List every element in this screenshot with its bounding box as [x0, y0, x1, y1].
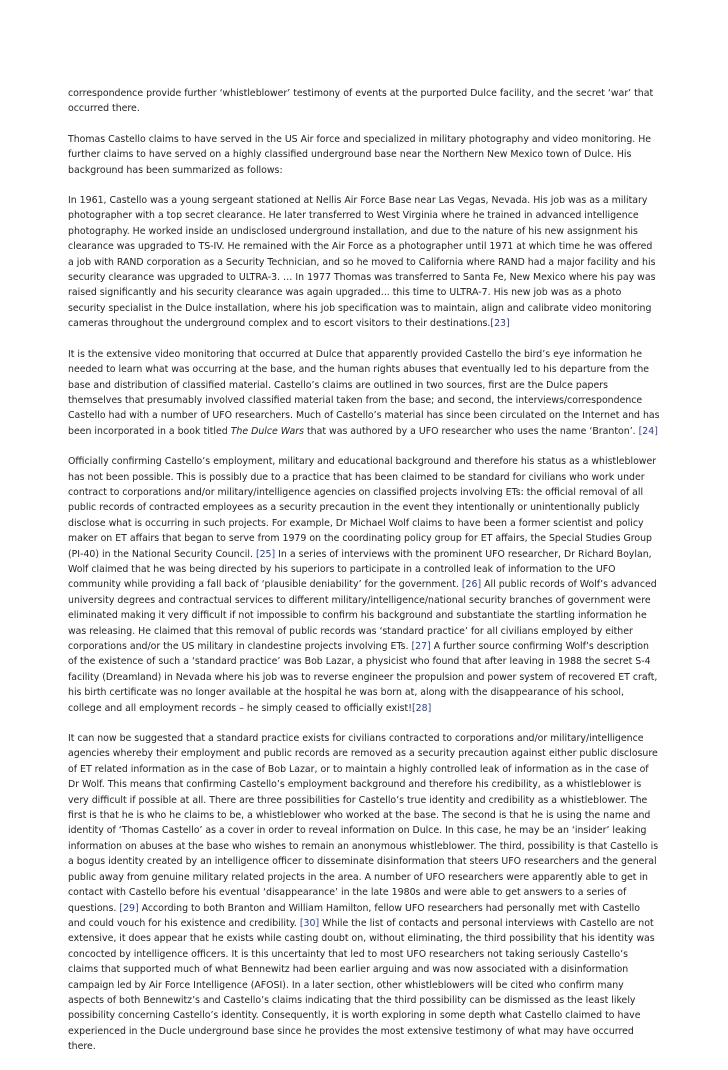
paragraph-text: In 1961, Castello was a young sergeant stationed at Nellis Air Force Base near Las Vegas, Nevada. His job was as a military photographer with a top secret clearance. He later transferred to West Virginia where he trained in advanced intelligence photography. He worked inside an undisclosed underground installation, and due to the nature of his new assignment his clearance was upgraded to TS-IV. He remained with the Air Force as a photographer until 1971 at which time he was offered a job with RAND corporation as a Security Technician, and so he moved to California where RAND had a major facility and his security clearance was upgraded to ULTRA-3. … In 1977 Thomas was transferred to Santa Fe, New Mexico where his pay was raised significantly and his security clearance was again upgraded... this time to ULTRA-7. His new job was as a photo security specialist in the Dulce installation, where his job specification was to maintain, align and calibrate video monitoring cameras throughout the underground complex and to escort visitors to their destinations. [68, 195, 656, 330]
paragraph-text: correspondence provide further ‘whistleblower’ testimony of events at the purported Dulce facility, and the secret ‘war’ that occurred there. [68, 88, 654, 115]
paragraph-text: All public records of Wolf’s advanced university degrees and contractual services to different military/intelligence/national security branches of government were eliminated making it very difficult if not impossible to confirm his background and substantiate the startling information he was releasing. He claimed that this removal of public records was ‘standard practice’ for all civilians employed by either corporations and/or the US military in clandestine projects involving ETs. [68, 579, 657, 652]
paragraph [68, 347, 660, 439]
footnote-reference-link[interactable]: [30] [299, 917, 320, 929]
paragraph [68, 193, 660, 332]
paragraph-text: According to both Branton and William Hamilton, fellow UFO researchers had personally met with Castello and could vouch for his existence and credibility. [68, 902, 640, 929]
paragraph-text: It can now be suggested that a standard practice exists for civilians contracted to corporations and/or military/intelligence agencies whereby their employment and public records are removed as a security precaution against either public disclosure of ET related information as in the case of Bob Lazar, or to maintain a highly controlled leak of information as in the case of Dr Wolf. This means that confirming Castello’s employment background and therefore his credibility, as a whistleblower is very difficult if possible at all. There are three possibilities for Castello’s true identity and credibility as a whistleblower. The first is that he is who he claims to be, a whistleblower who worked at the base. The second is that he is using the name and identity of ‘Thomas Castello’ as a cover in order to reveal information on Dulce. In this case, he may be an ‘insider’ leaking information on abuses at the base who wishes to remain an anonymous whistleblower. The third, possibility is that Castello is a bogus identity created by an intelligence officer to disseminate disinformation that steers UFO researchers and the general public away from genuine military related projects in the area. A number of UFO researchers were apparently able to get in contact with Castello before his eventual ‘disappearance’ in the late 1980s and were able to get answers to a series of questions. [68, 733, 659, 914]
paragraph-text: that was authored by a UFO researcher who uses the name ‘Branton’. [304, 425, 639, 437]
paragraph [68, 132, 660, 178]
footnote-reference-link[interactable]: [27] [411, 641, 431, 652]
footnote-reference-link[interactable]: [28] [412, 702, 432, 714]
paragraph [68, 454, 660, 716]
paragraph-text: Thomas Castello claims to have served in the US Air force and specialized in military photography and video monitoring. He further claims to have served on a highly classified underground base near the Northern New Mexico town of Dulce. His background has been summarized as follows: [68, 133, 652, 176]
footnote-reference-link[interactable]: [26] [461, 579, 482, 591]
paragraph-text: A further source confirming Wolf’s description of the existence of such a ‘standard practice’ was Bob Lazar, a physicist who found that after leaving in 1988 the secret S-4 facility (Dreamland) in Nevada where his job was to reverse engineer the propulsion and power system of recovered ET craft, his birth certificate was no longer available at the hospital he was born at, along with the disappearance of his school, college and all employment records – he simply ceased to officially exist! [68, 641, 658, 714]
paragraph-text: It is the extensive video monitoring that occurred at Dulce that apparently provided Castello the bird’s eye information he needed to learn what was occurring at the base, and the human rights abuses that eventually led to his departure from the base and distribution of classified material. Castello’s claims are outlined in two sources, first are the Dulce papers themselves that presumably involved classified material taken from the base; and second, the interviews/correspondence Castello had with a number of UFO researchers. Much of Castello’s material has since been circulated on the Internet and has been incorporated in a book titled [68, 348, 660, 437]
footnote-reference-link[interactable]: [25] [255, 548, 276, 560]
document-page [68, 86, 660, 1070]
paragraph [68, 731, 660, 1055]
book-title: The Dulce Wars [230, 425, 305, 437]
footnote-reference-link[interactable]: [24] [638, 425, 658, 437]
paragraph-text: While the list of contacts and personal interviews with Castello are not extensive, it does appear that he exists while casting doubt on, without eliminating, the third possibility that his identity was concocted by intelligence officers. It is this uncertainty that led to most UFO researchers not taking seriously Castello’s claims that supported much of what Bennewitz had been earlier arguing and was now associated with a disinformation campaign led by Air Force Intelligence (AFOSI). In a later section, other whistleblowers will be cited who confirm many aspects of both Bennewitz’s and Castello’s claims indicating that the third possibility can be dismissed as the least likely possibility concerning Castello’s identity. Consequently, it is worth exploring in some depth what Castello claimed to have experienced in the Ducle underground base since he provides the most extensive testimony of what may have occurred there. [68, 917, 655, 1053]
paragraph-text: In a series of interviews with the prominent UFO researcher, Dr Richard Boylan, Wolf claimed that he was being directed by his superiors to participate in a controlled leak of information to the UFO community while providing a fall back of ‘plausible deniability’ for the government. [68, 548, 652, 591]
footnote-reference-link[interactable]: [29] [119, 902, 139, 914]
paragraph [68, 86, 660, 117]
paragraph-text: Officially confirming Castello’s employment, military and educational background and therefore his status as a whistleblower has not been possible. This is possibly due to a practice that has been claimed to be standard for civilians who work under contract to corporations and/or military/intelligence agencies on classified projects involving ETs: the official removal of all public records of contracted employees as a security precaution in the event they intentionally or unintentionally publicly disclose what is occurring in such projects. For example, Dr Michael Wolf claims to have been a former scientist and policy maker on ET affairs that began to serve from 1979 on the coordinating policy group for ET affairs, the Special Studies Group (PI-40) in the National Security Council. [68, 456, 657, 560]
footnote-reference-link[interactable]: [23] [490, 318, 510, 330]
